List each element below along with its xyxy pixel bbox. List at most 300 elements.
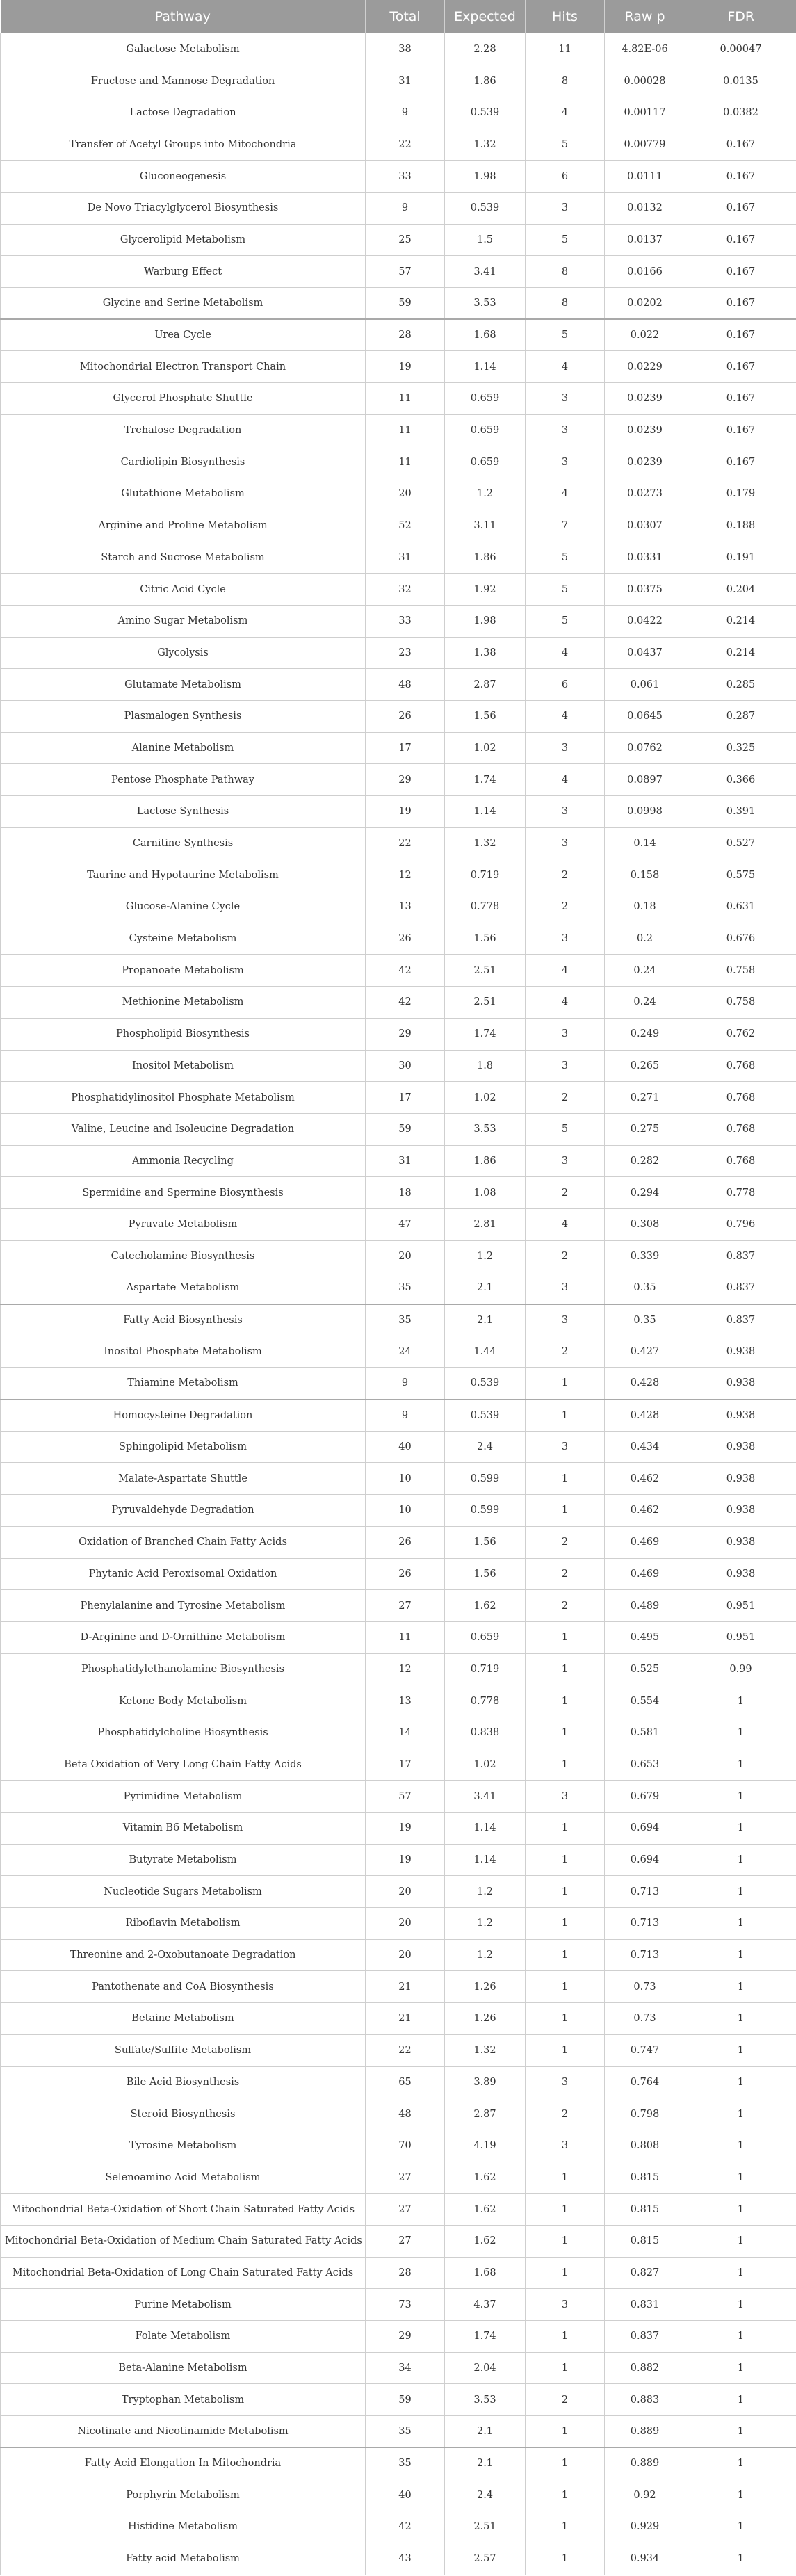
cell-raw-p: 0.2 — [605, 923, 685, 955]
table-row — [1, 732, 796, 764]
table-row — [1, 2352, 796, 2384]
cell-fdr: 0.179 — [685, 478, 796, 510]
cell-expected: 0.778 — [445, 1685, 526, 1717]
cell-fdr: 0.214 — [685, 605, 796, 637]
cell-pathway: Lactose Synthesis — [1, 796, 366, 828]
table-row — [1, 1781, 796, 1813]
cell-hits: 1 — [526, 1844, 605, 1876]
cell-hits: 2 — [526, 1558, 605, 1590]
cell-raw-p: 0.934 — [605, 2543, 685, 2575]
cell-pathway: Phosphatidylcholine Biosynthesis — [1, 1717, 366, 1749]
cell-pathway: Beta-Alanine Metabolism — [1, 2352, 366, 2384]
cell-fdr: 0.167 — [685, 161, 796, 193]
cell-pathway: Phosphatidylinositol Phosphate Metabolism — [1, 1082, 366, 1114]
cell-hits: 3 — [526, 1272, 605, 1304]
cell-fdr: 1 — [685, 2003, 796, 2035]
cell-fdr: 0.167 — [685, 256, 796, 288]
cell-raw-p: 0.0166 — [605, 256, 685, 288]
cell-fdr: 0.0135 — [685, 65, 796, 97]
cell-total: 57 — [366, 1781, 445, 1813]
cell-total: 35 — [366, 1304, 445, 1336]
cell-raw-p: 0.713 — [605, 1908, 685, 1940]
table-row — [1, 1208, 796, 1240]
cell-total: 32 — [366, 574, 445, 606]
cell-raw-p: 0.35 — [605, 1304, 685, 1336]
cell-hits: 2 — [526, 1240, 605, 1272]
cell-raw-p: 0.35 — [605, 1272, 685, 1304]
cell-total: 23 — [366, 637, 445, 669]
cell-expected: 2.87 — [445, 2098, 526, 2130]
table-row — [1, 1844, 796, 1876]
cell-hits: 1 — [526, 1368, 605, 1400]
table-row — [1, 1558, 796, 1590]
cell-raw-p: 0.24 — [605, 987, 685, 1019]
cell-expected: 1.74 — [445, 1018, 526, 1050]
cell-hits: 6 — [526, 669, 605, 701]
table-row — [1, 510, 796, 542]
cell-total: 13 — [366, 1685, 445, 1717]
cell-expected: 1.02 — [445, 732, 526, 764]
cell-total: 40 — [366, 2479, 445, 2511]
cell-total: 20 — [366, 1908, 445, 1940]
cell-total: 73 — [366, 2289, 445, 2321]
table-row — [1, 1177, 796, 1209]
table-row — [1, 1050, 796, 1082]
cell-expected: 2.51 — [445, 987, 526, 1019]
cell-raw-p: 0.489 — [605, 1590, 685, 1622]
cell-total: 52 — [366, 510, 445, 542]
table-row — [1, 1400, 796, 1432]
cell-raw-p: 0.249 — [605, 1018, 685, 1050]
table-row — [1, 1939, 796, 1971]
cell-fdr: 0.167 — [685, 224, 796, 256]
cell-raw-p: 0.00117 — [605, 97, 685, 129]
cell-fdr: 0.00047 — [685, 33, 796, 65]
cell-total: 40 — [366, 1431, 445, 1463]
cell-expected: 2.4 — [445, 1431, 526, 1463]
cell-raw-p: 0.0239 — [605, 446, 685, 478]
header-raw-p: Raw p — [605, 0, 685, 33]
cell-pathway: Pyrimidine Metabolism — [1, 1781, 366, 1813]
cell-fdr: 1 — [685, 2194, 796, 2226]
cell-fdr: 1 — [685, 2543, 796, 2575]
cell-raw-p: 0.92 — [605, 2479, 685, 2511]
cell-hits: 1 — [526, 1971, 605, 2003]
cell-raw-p: 0.469 — [605, 1558, 685, 1590]
cell-expected: 1.92 — [445, 574, 526, 606]
table-row — [1, 351, 796, 383]
cell-fdr: 0.366 — [685, 764, 796, 796]
header-total: Total — [366, 0, 445, 33]
cell-hits: 3 — [526, 2066, 605, 2098]
cell-total: 59 — [366, 1113, 445, 1145]
cell-pathway: Phytanic Acid Peroxisomal Oxidation — [1, 1558, 366, 1590]
cell-expected: 1.5 — [445, 224, 526, 256]
cell-pathway: Mitochondrial Beta-Oxidation of Short Chain Saturated Fatty Acids — [1, 2194, 366, 2226]
cell-raw-p: 0.022 — [605, 319, 685, 351]
cell-fdr: 0.938 — [685, 1431, 796, 1463]
cell-hits: 1 — [526, 1876, 605, 1908]
cell-fdr: 0.167 — [685, 351, 796, 383]
cell-fdr: 1 — [685, 2479, 796, 2511]
table-row — [1, 2416, 796, 2448]
table-row — [1, 2194, 796, 2226]
cell-total: 9 — [366, 192, 445, 224]
cell-fdr: 1 — [685, 2162, 796, 2194]
cell-expected: 0.838 — [445, 1717, 526, 1749]
cell-total: 26 — [366, 1558, 445, 1590]
cell-total: 11 — [366, 414, 445, 446]
cell-hits: 1 — [526, 1653, 605, 1685]
cell-fdr: 0.758 — [685, 987, 796, 1019]
cell-hits: 1 — [526, 2416, 605, 2448]
cell-expected: 3.11 — [445, 510, 526, 542]
cell-raw-p: 0.061 — [605, 669, 685, 701]
cell-total: 28 — [366, 2257, 445, 2289]
cell-fdr: 1 — [685, 2066, 796, 2098]
cell-pathway: Nicotinate and Nicotinamide Metabolism — [1, 2416, 366, 2448]
cell-pathway: Tyrosine Metabolism — [1, 2130, 366, 2162]
cell-hits: 3 — [526, 796, 605, 828]
cell-hits: 1 — [526, 2194, 605, 2226]
table-row — [1, 2447, 796, 2479]
cell-expected: 3.41 — [445, 256, 526, 288]
header-fdr: FDR — [727, 9, 755, 24]
table-row — [1, 2098, 796, 2130]
table-row — [1, 2225, 796, 2257]
table-row — [1, 1082, 796, 1114]
cell-hits: 4 — [526, 1208, 605, 1240]
cell-hits: 2 — [526, 1082, 605, 1114]
cell-pathway: Inositol Metabolism — [1, 1050, 366, 1082]
cell-fdr: 1 — [685, 2257, 796, 2289]
table-row — [1, 574, 796, 606]
cell-raw-p: 0.339 — [605, 1240, 685, 1272]
cell-total: 11 — [366, 446, 445, 478]
cell-pathway: Spermidine and Spermine Biosynthesis — [1, 1177, 366, 1209]
cell-raw-p: 0.0202 — [605, 288, 685, 320]
cell-raw-p: 0.14 — [605, 827, 685, 859]
cell-expected: 1.62 — [445, 2162, 526, 2194]
cell-hits: 3 — [526, 923, 605, 955]
cell-total: 20 — [366, 1876, 445, 1908]
cell-raw-p: 0.00028 — [605, 65, 685, 97]
cell-fdr: 1 — [685, 1685, 796, 1717]
cell-raw-p: 0.427 — [605, 1336, 685, 1368]
table-row — [1, 955, 796, 987]
cell-fdr: 0.837 — [685, 1240, 796, 1272]
cell-raw-p: 0.434 — [605, 1431, 685, 1463]
cell-raw-p: 0.0331 — [605, 542, 685, 574]
cell-hits: 4 — [526, 478, 605, 510]
cell-total: 24 — [366, 1336, 445, 1368]
table-row — [1, 1971, 796, 2003]
cell-total: 14 — [366, 1717, 445, 1749]
cell-fdr: 0.191 — [685, 542, 796, 574]
cell-pathway: Vitamin B6 Metabolism — [1, 1813, 366, 1845]
cell-raw-p: 0.713 — [605, 1939, 685, 1971]
cell-total: 48 — [366, 669, 445, 701]
cell-expected: 1.02 — [445, 1082, 526, 1114]
cell-pathway: Tryptophan Metabolism — [1, 2384, 366, 2416]
cell-fdr: 0.167 — [685, 446, 796, 478]
table-row — [1, 319, 796, 351]
cell-hits: 5 — [526, 542, 605, 574]
cell-pathway: Butyrate Metabolism — [1, 1844, 366, 1876]
table-row — [1, 764, 796, 796]
cell-total: 27 — [366, 2194, 445, 2226]
cell-pathway: Oxidation of Branched Chain Fatty Acids — [1, 1526, 366, 1558]
cell-expected: 0.539 — [445, 1368, 526, 1400]
cell-raw-p: 0.0897 — [605, 764, 685, 796]
cell-total: 20 — [366, 478, 445, 510]
table-row — [1, 1908, 796, 1940]
cell-raw-p: 0.24 — [605, 955, 685, 987]
cell-expected: 2.04 — [445, 2352, 526, 2384]
cell-raw-p: 0.462 — [605, 1463, 685, 1495]
cell-fdr: 0.768 — [685, 1082, 796, 1114]
cell-expected: 1.56 — [445, 700, 526, 732]
cell-total: 18 — [366, 1177, 445, 1209]
cell-total: 42 — [366, 2511, 445, 2543]
cell-fdr: 1 — [685, 2098, 796, 2130]
cell-hits: 3 — [526, 1018, 605, 1050]
cell-fdr: 1 — [685, 1939, 796, 1971]
cell-expected: 0.539 — [445, 1400, 526, 1432]
cell-fdr: 0.631 — [685, 891, 796, 923]
cell-hits: 4 — [526, 351, 605, 383]
cell-total: 29 — [366, 1018, 445, 1050]
cell-expected: 1.8 — [445, 1050, 526, 1082]
cell-pathway: Starch and Sucrose Metabolism — [1, 542, 366, 574]
table-row — [1, 2384, 796, 2416]
cell-hits: 4 — [526, 987, 605, 1019]
cell-total: 33 — [366, 605, 445, 637]
cell-expected: 1.56 — [445, 923, 526, 955]
cell-raw-p: 0.764 — [605, 2066, 685, 2098]
table-row — [1, 1590, 796, 1622]
cell-pathway: Riboflavin Metabolism — [1, 1908, 366, 1940]
cell-expected: 1.62 — [445, 2194, 526, 2226]
cell-fdr: 1 — [685, 1971, 796, 2003]
table-row — [1, 987, 796, 1019]
cell-fdr: 0.938 — [685, 1558, 796, 1590]
cell-raw-p: 0.0239 — [605, 383, 685, 415]
cell-expected: 0.719 — [445, 859, 526, 891]
cell-fdr: 1 — [685, 1813, 796, 1845]
cell-pathway: Malate-Aspartate Shuttle — [1, 1463, 366, 1495]
table-row — [1, 1749, 796, 1781]
cell-total: 9 — [366, 1368, 445, 1400]
cell-raw-p: 0.808 — [605, 2130, 685, 2162]
cell-total: 48 — [366, 2098, 445, 2130]
cell-expected: 1.62 — [445, 1590, 526, 1622]
cell-expected: 2.87 — [445, 669, 526, 701]
cell-fdr: 0.167 — [685, 414, 796, 446]
cell-total: 31 — [366, 1145, 445, 1177]
cell-expected: 3.53 — [445, 2384, 526, 2416]
cell-hits: 7 — [526, 510, 605, 542]
cell-pathway: Selenoamino Acid Metabolism — [1, 2162, 366, 2194]
cell-expected: 4.37 — [445, 2289, 526, 2321]
cell-fdr: 0.99 — [685, 1653, 796, 1685]
cell-total: 47 — [366, 1208, 445, 1240]
cell-pathway: Glycerolipid Metabolism — [1, 224, 366, 256]
cell-total: 21 — [366, 1971, 445, 2003]
cell-pathway: Folate Metabolism — [1, 2321, 366, 2353]
cell-expected: 2.1 — [445, 2416, 526, 2448]
cell-total: 19 — [366, 796, 445, 828]
cell-raw-p: 0.815 — [605, 2162, 685, 2194]
cell-pathway: Fructose and Mannose Degradation — [1, 65, 366, 97]
cell-expected: 1.32 — [445, 2034, 526, 2066]
cell-hits: 1 — [526, 1495, 605, 1527]
cell-fdr: 0.951 — [685, 1621, 796, 1653]
cell-total: 59 — [366, 288, 445, 320]
cell-expected: 2.4 — [445, 2479, 526, 2511]
cell-hits: 2 — [526, 891, 605, 923]
table-row — [1, 542, 796, 574]
cell-total: 11 — [366, 383, 445, 415]
cell-expected: 1.2 — [445, 1876, 526, 1908]
cell-expected: 1.08 — [445, 1177, 526, 1209]
cell-raw-p: 0.0111 — [605, 161, 685, 193]
cell-hits: 4 — [526, 700, 605, 732]
cell-pathway: Cysteine Metabolism — [1, 923, 366, 955]
cell-total: 59 — [366, 2384, 445, 2416]
cell-pathway: Pantothenate and CoA Biosynthesis — [1, 1971, 366, 2003]
cell-pathway: D-Arginine and D-Ornithine Metabolism — [1, 1621, 366, 1653]
cell-raw-p: 0.798 — [605, 2098, 685, 2130]
cell-raw-p: 0.815 — [605, 2194, 685, 2226]
cell-pathway: Warburg Effect — [1, 256, 366, 288]
cell-total: 10 — [366, 1463, 445, 1495]
cell-pathway: Carnitine Synthesis — [1, 827, 366, 859]
cell-expected: 1.74 — [445, 764, 526, 796]
cell-raw-p: 0.0137 — [605, 224, 685, 256]
cell-raw-p: 0.882 — [605, 2352, 685, 2384]
table-row — [1, 383, 796, 415]
cell-raw-p: 0.428 — [605, 1368, 685, 1400]
cell-hits: 1 — [526, 2257, 605, 2289]
cell-expected: 1.2 — [445, 1939, 526, 1971]
cell-hits: 1 — [526, 1685, 605, 1717]
cell-pathway: Ammonia Recycling — [1, 1145, 366, 1177]
cell-total: 35 — [366, 2416, 445, 2448]
cell-pathway: Phosphatidylethanolamine Biosynthesis — [1, 1653, 366, 1685]
cell-hits: 1 — [526, 1908, 605, 1940]
cell-pathway: Threonine and 2-Oxobutanoate Degradation — [1, 1939, 366, 1971]
cell-expected: 0.659 — [445, 446, 526, 478]
cell-fdr: 0.768 — [685, 1050, 796, 1082]
cell-fdr: 1 — [685, 2289, 796, 2321]
cell-total: 27 — [366, 1590, 445, 1622]
cell-total: 25 — [366, 224, 445, 256]
cell-total: 70 — [366, 2130, 445, 2162]
cell-pathway: Glutamate Metabolism — [1, 669, 366, 701]
cell-pathway: Sphingolipid Metabolism — [1, 1431, 366, 1463]
cell-total: 65 — [366, 2066, 445, 2098]
cell-expected: 2.28 — [445, 33, 526, 65]
cell-hits: 8 — [526, 256, 605, 288]
cell-total: 42 — [366, 955, 445, 987]
cell-pathway: Mitochondrial Beta-Oxidation of Medium Chain Saturated Fatty Acids — [1, 2225, 366, 2257]
cell-expected: 1.14 — [445, 1813, 526, 1845]
cell-fdr: 1 — [685, 2511, 796, 2543]
cell-expected: 0.539 — [445, 192, 526, 224]
cell-pathway: Bile Acid Biosynthesis — [1, 2066, 366, 2098]
table-row — [1, 796, 796, 828]
cell-pathway: Phospholipid Biosynthesis — [1, 1018, 366, 1050]
cell-expected: 1.2 — [445, 1240, 526, 1272]
cell-total: 12 — [366, 1653, 445, 1685]
table-row — [1, 827, 796, 859]
cell-fdr: 0.778 — [685, 1177, 796, 1209]
cell-expected: 0.659 — [445, 414, 526, 446]
cell-total: 35 — [366, 2447, 445, 2479]
cell-expected: 1.44 — [445, 1336, 526, 1368]
cell-fdr: 1 — [685, 1781, 796, 1813]
table-row — [1, 700, 796, 732]
cell-expected: 1.68 — [445, 2257, 526, 2289]
cell-raw-p: 0.271 — [605, 1082, 685, 1114]
cell-pathway: Transfer of Acetyl Groups into Mitochondria — [1, 129, 366, 161]
table-row — [1, 1463, 796, 1495]
cell-fdr: 0.167 — [685, 192, 796, 224]
cell-fdr: 1 — [685, 2352, 796, 2384]
cell-pathway: Glutathione Metabolism — [1, 478, 366, 510]
cell-hits: 1 — [526, 1939, 605, 1971]
cell-fdr: 0.938 — [685, 1463, 796, 1495]
cell-fdr: 0.768 — [685, 1113, 796, 1145]
cell-fdr: 0.0382 — [685, 97, 796, 129]
cell-expected: 1.56 — [445, 1526, 526, 1558]
cell-hits: 3 — [526, 192, 605, 224]
cell-fdr: 0.938 — [685, 1368, 796, 1400]
cell-raw-p: 0.294 — [605, 1177, 685, 1209]
cell-expected: 2.1 — [445, 1304, 526, 1336]
header-pathway: Pathway — [1, 0, 366, 33]
cell-pathway: De Novo Triacylglycerol Biosynthesis — [1, 192, 366, 224]
cell-hits: 1 — [526, 2479, 605, 2511]
cell-hits: 4 — [526, 955, 605, 987]
cell-expected: 1.14 — [445, 351, 526, 383]
cell-raw-p: 0.889 — [605, 2447, 685, 2479]
table-row — [1, 65, 796, 97]
cell-raw-p: 0.428 — [605, 1400, 685, 1432]
cell-hits: 1 — [526, 1400, 605, 1432]
table-row — [1, 1113, 796, 1145]
cell-hits: 2 — [526, 1177, 605, 1209]
cell-fdr: 0.167 — [685, 383, 796, 415]
cell-hits: 3 — [526, 414, 605, 446]
cell-pathway: Alanine Metabolism — [1, 732, 366, 764]
cell-hits: 6 — [526, 161, 605, 193]
cell-pathway: Urea Cycle — [1, 319, 366, 351]
cell-raw-p: 0.815 — [605, 2225, 685, 2257]
cell-total: 19 — [366, 1844, 445, 1876]
cell-expected: 1.14 — [445, 796, 526, 828]
cell-fdr: 0.204 — [685, 574, 796, 606]
cell-fdr: 0.676 — [685, 923, 796, 955]
cell-hits: 3 — [526, 1781, 605, 1813]
cell-hits: 5 — [526, 319, 605, 351]
cell-hits: 2 — [526, 1526, 605, 1558]
cell-expected: 1.86 — [445, 65, 526, 97]
cell-pathway: Pyruvate Metabolism — [1, 1208, 366, 1240]
cell-fdr: 0.214 — [685, 637, 796, 669]
cell-fdr: 1 — [685, 2416, 796, 2448]
